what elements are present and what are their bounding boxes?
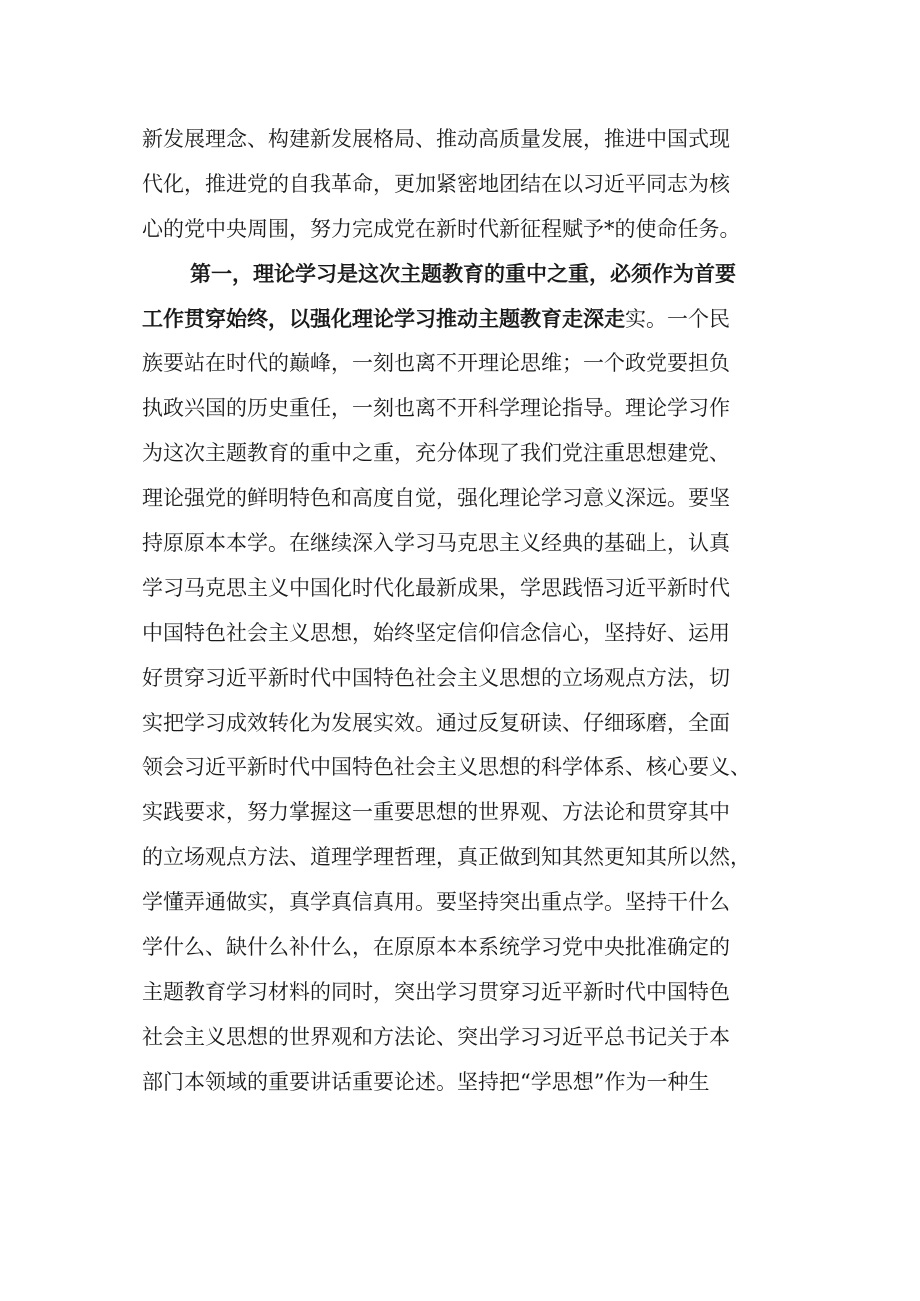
text-line: 心的党中央周围，努力完成党在新时代新征程赋予*的使命任务。 bbox=[142, 216, 741, 241]
section-heading-text: 工作贯穿始终，以强化理论学习推动主题教育走深走 bbox=[142, 305, 625, 331]
text-line: 理论强党的鲜明特色和高度自觉，强化理论学习意义深远。要坚 bbox=[142, 486, 730, 511]
text-run: 实。一个民 bbox=[625, 306, 730, 331]
text-line: 领会习近平新时代中国特色社会主义思想的科学体系、核心要义、 bbox=[142, 755, 751, 780]
text-line: 族要站在时代的巅峰，一刻也离不开理论思维；一个政党要担负 bbox=[142, 351, 730, 376]
text-line: 中国特色社会主义思想，始终坚定信仰信念信心，坚持好、运用 bbox=[142, 620, 730, 645]
section-heading-line bbox=[142, 297, 802, 342]
text-line: 的立场观点方法、道理学理哲理，真正做到知其然更知其所以然， bbox=[142, 845, 751, 870]
text-line: 代化，推进党的自我革命，更加紧密地团结在以习近平同志为核 bbox=[142, 171, 730, 196]
text-line: 实践要求，努力掌握这一重要思想的世界观、方法论和贯穿其中 bbox=[142, 800, 730, 825]
body-text bbox=[142, 117, 802, 1105]
text-line: 学懂弄通做实，真学真信真用。要坚持突出重点学。坚持干什么 bbox=[142, 890, 730, 915]
text-line: 学习马克思主义中国化时代化最新成果，学思践悟习近平新时代 bbox=[142, 575, 730, 600]
text-line: 持原原本本学。在继续深入学习马克思主义经典的基础上，认真 bbox=[142, 531, 730, 556]
section-heading-text: 第一，理论学习是这次主题教育的重中之重，必须作为首要 bbox=[190, 260, 736, 286]
text-line: 社会主义思想的世界观和方法论、突出学习习近平总书记关于本 bbox=[142, 1024, 730, 1049]
text-line: 实把学习成效转化为发展实效。通过反复研读、仔细琢磨，全面 bbox=[142, 710, 730, 735]
text-line: 新发展理念、构建新发展格局、推动高质量发展，推进中国式现 bbox=[142, 127, 730, 151]
text-line: 为这次主题教育的重中之重，充分体现了我们党注重思想建党、 bbox=[142, 441, 730, 466]
text-line: 部门本领域的重要讲话重要论述。坚持把“学思想”作为一种生 bbox=[142, 1069, 710, 1094]
text-line: 执政兴国的历史重任，一刻也离不开科学理论指导。理论学习作 bbox=[142, 396, 730, 421]
text-line: 主题教育学习材料的同时，突出学习贯穿习近平新时代中国特色 bbox=[142, 979, 730, 1004]
section-heading-line bbox=[142, 252, 802, 297]
text-line: 好贯穿习近平新时代中国特色社会主义思想的立场观点方法，切 bbox=[142, 665, 730, 690]
text-line: 学什么、缺什么补什么，在原原本本系统学习党中央批准确定的 bbox=[142, 935, 730, 960]
